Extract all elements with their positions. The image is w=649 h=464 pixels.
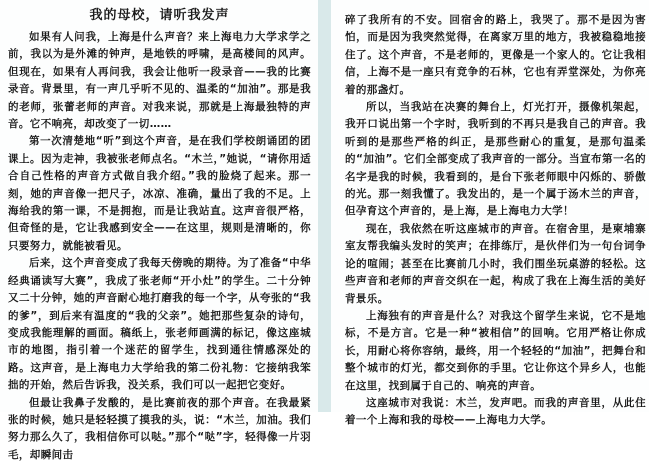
paragraph: 但最让我鼻子发酸的，是比赛前夜的那个声音。在我最紧张的时候，她只是轻轻摸了摸我的头，说：“木兰，加油。我们努力那么久了，我相信你可以哒。”那个“哒”字，轻得像一片羽毛，却瞬间击 <box>8 396 311 461</box>
left-page <box>0 0 318 461</box>
page-gutter <box>318 0 331 412</box>
paragraph: 所以，当我站在决赛的舞台上，灯光打开，摄像机架起，我开口说出第一个字时，我听到的不再只是我自己的声音。我听到的是那些严格的纠正，是那些耐心的重复，是那句温柔的“加油”。它们全部变成了我声音的一部分。当宣布第一名的名字是我的时候，我看到的，是台下张老师眼中闪烁的、骄傲的光。那一刻我懂了。我发出的，是一个属于汤木兰的声音，但孕育这个声音的，是上海，是上海电力大学！ <box>345 101 646 218</box>
paragraph: 上海独有的声音是什么？对我这个留学生来说，它不是地标，不是方言。它是一种“被相信”的回响。它用严格让你成长，用耐心将你容纳，最终，用一个轻轻的“加油”，把舞台和整个城市的灯光，都交到你的手里。它让你这个异乡人，也能在这里，找到属于自己的、响亮的声音。 <box>345 309 646 392</box>
paragraph: 后来，这个声音变成了我每天傍晚的期待。为了准备“中华经典诵读写大赛”，我成了张老师“开小灶”的学生。二十分钟又二十分钟，她的声音耐心地打磨我的每一个字，从夸张的“我的爹”，到后来有温度的“我的父亲”。她把那些复杂的诗句，变成我能理解的画面。稿纸上，张老师画满的标记，像这座城市的地图，指引着一个迷茫的留学生，找到通往情感深处的路。这声音，是上海电力大学给我的第二份礼物：它接纳我笨拙的开始，然后告诉我，没关系，我们可以一起把它变好。 <box>8 257 311 392</box>
document-title: 我的母校，请听我发声 <box>89 8 230 23</box>
paragraph-continuation: 碎了我所有的不安。回宿舍的路上，我哭了。那不是因为害怕，而是因为我突然觉得，在离家万里的地方，我被稳稳地接住了。这个声音，不是老师的，更像是一个家人的。它让我相信，上海不是一座只有竞争的石林，它也有弄堂深处，为你亮着的那盏灯。 <box>345 14 646 96</box>
right-page <box>331 0 649 427</box>
paragraph: 现在，我依然在听这座城市的声音。在宿舍里，是柬埔寨室友帮我编头发时的笑声；在排练厅，是伙伴们为一句台词争论的喧闹；甚至在比赛前几小时，我们围坐玩桌游的轻松。这些声音和老师的声音交织在一起，构成了我在上海生活的美好背景乐。 <box>345 222 646 305</box>
paragraph: 这座城市对我说：木兰，发声吧。而我的声音里，从此住着一个上海和我的母校——上海电力大学。 <box>345 396 646 427</box>
paragraph: 第一次清楚地“听”到这个声音，是在我们学校朗诵团的团课上。因为走神，我被张老师点名。“木兰，”她说，“请你用适合自己性格的声音方式做自我介绍。”我的脸烧了起来。那一刻，她的声音像一把尺子，冰凉、准确，量出了我的不足。上海给我的第一课，不是拥抱，而是让我站直。这声音很严格，但奇怪的是，它让我感到安全——在这里，规则是清晰的，你只要努力，就能被看见。 <box>8 135 311 252</box>
paragraph: 如果有人问我，上海是什么声音？来上海电力大学求学之前，我以为是外滩的钟声，是地铁的呼啸，是高楼间的风声。但现在，如果有人再问我，我会让他听一段录音——我的比赛录音。背景里，有一声几乎听不见的、温柔的“加油”。那是我的老师，张蕾老师的声音。对我来说，那就是上海最独特的声音。它不响亮，却改变了一切…… <box>8 31 311 131</box>
